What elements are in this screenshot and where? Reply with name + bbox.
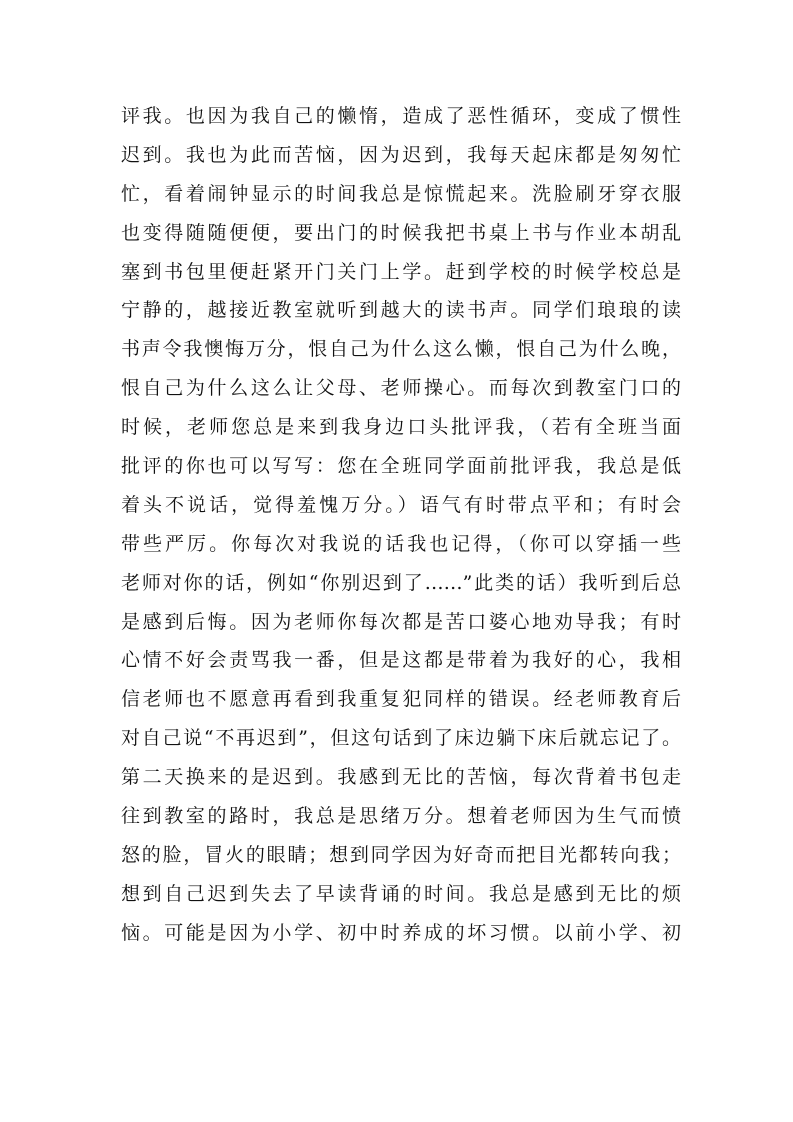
text-line: 时候，老师您总是来到我身边口头批评我，（若有全班当面 xyxy=(121,416,681,439)
essay-body-text xyxy=(121,97,681,953)
text-line: 着头不说话，觉得羞愧万分。）语气有时带点平和；有时会 xyxy=(121,493,681,516)
text-line: 老师对你的话，例如“你别迟到了……”此类的话）我听到后总 xyxy=(121,571,681,594)
text-line: 迟到。我也为此而苦恼，因为迟到，我每天起床都是匆匆忙 xyxy=(121,143,681,166)
text-line: 对自己说“不再迟到”，但这句话到了床边躺下床后就忘记了。 xyxy=(121,727,681,750)
text-line: 宁静的，越接近教室就听到越大的读书声。同学们琅琅的读 xyxy=(121,299,681,322)
text-line: 是感到后悔。因为老师你每次都是苦口婆心地劝导我；有时 xyxy=(121,610,681,633)
text-line: 怒的脸，冒火的眼睛；想到同学因为好奇而把目光都转向我； xyxy=(121,843,681,866)
text-line: 带些严厉。你每次对我说的话我也记得，（你可以穿插一些 xyxy=(121,532,681,555)
text-line: 恨自己为什么这么让父母、老师操心。而每次到教室门口的 xyxy=(121,377,681,400)
text-line: 忙，看着闹钟显示的时间我总是惊慌起来。洗脸刷牙穿衣服 xyxy=(121,182,681,205)
text-line: 第二天换来的是迟到。我感到无比的苦恼，每次背着书包走 xyxy=(121,766,681,789)
text-line: 也变得随随便便，要出门的时候我把书桌上书与作业本胡乱 xyxy=(121,221,681,244)
text-line: 批评的你也可以写写：您在全班同学面前批评我，我总是低 xyxy=(121,455,681,478)
text-line: 心情不好会责骂我一番，但是这都是带着为我好的心，我相 xyxy=(121,649,681,672)
text-line: 恼。可能是因为小学、初中时养成的坏习惯。以前小学、初 xyxy=(121,921,681,944)
text-line: 评我。也因为我自己的懒惰，造成了恶性循环，变成了惯性 xyxy=(121,105,681,127)
text-line: 往到教室的路时，我总是思绪万分。想着老师因为生气而愤 xyxy=(121,805,681,828)
text-line: 塞到书包里便赶紧开门关门上学。赶到学校的时候学校总是 xyxy=(121,260,681,283)
text-line: 书声令我懊悔万分，恨自己为什么这么懒，恨自己为什么晚， xyxy=(121,338,681,361)
text-line: 信老师也不愿意再看到我重复犯同样的错误。经老师教育后 xyxy=(121,688,681,711)
text-line: 想到自己迟到失去了早读背诵的时间。我总是感到无比的烦 xyxy=(121,882,681,905)
